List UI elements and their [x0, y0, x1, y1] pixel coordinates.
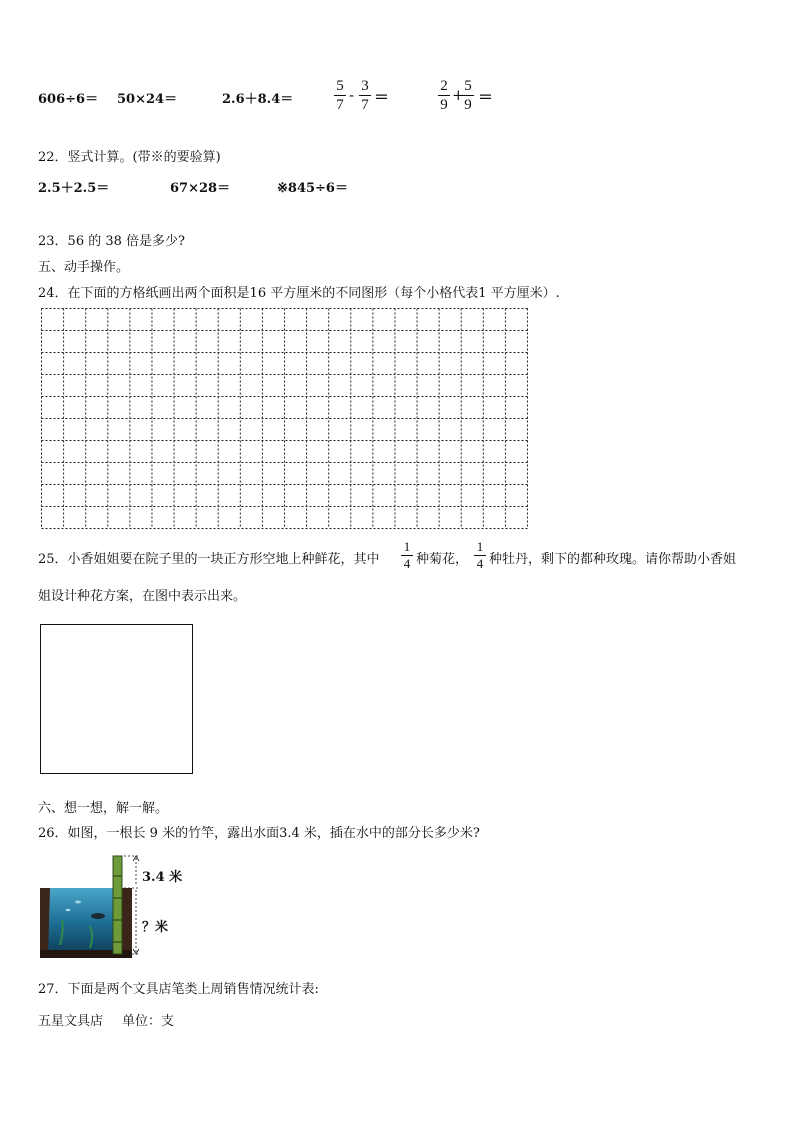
- question-25-text-a: 25．小香姐姐要在院子里的一块正方形空地上种鲜花，其中: [38, 552, 380, 567]
- calc-2-5-plus-2-5: 2.5＋2.5＝: [38, 181, 110, 196]
- question-25-text-b: 种菊花，: [416, 552, 469, 567]
- fraction-2-9: 2 9: [438, 78, 450, 113]
- fraction-1-4-b: 1 4: [474, 540, 486, 571]
- store-name: 五星文具店: [38, 1014, 104, 1029]
- fraction-5-9: 5 9: [462, 78, 474, 113]
- section-6-heading: 六、想一想，解一解。: [38, 801, 169, 816]
- question-25-text-line2: 姐设计种花方案，在图中表示出来。: [38, 589, 247, 604]
- question-23-title: 23．56 的 38 倍是多少?: [38, 234, 185, 249]
- section-5-heading: 五、动手操作。: [38, 260, 130, 275]
- fraction-1-4-a: 1 4: [401, 540, 413, 571]
- fraction-3-7: 3 7: [359, 78, 371, 113]
- equals-sign: ＝: [478, 88, 494, 106]
- calc-606-div-6: 606÷6＝: [38, 92, 99, 107]
- question-22-title: 22．竖式计算。(带※的要验算): [38, 150, 221, 165]
- label-in-water: ？米: [142, 920, 169, 935]
- label-above-water: 3.4 米: [142, 870, 183, 885]
- question-26-title: 26．如图，一根长 9 米的竹竿，露出水面3.4 米，插在水中的部分长多少米?: [38, 826, 480, 841]
- question-25-text-c: 种牡丹，剩下的都种玫瑰。请你帮助小香姐: [489, 552, 737, 567]
- fraction-5-7: 5 7: [334, 78, 346, 113]
- question-27-title: 27．下面是两个文具店笔类上周销售情况统计表:: [38, 982, 319, 997]
- unit-label: 单位：支: [122, 1014, 175, 1029]
- minus-sign: -: [349, 86, 355, 104]
- calc-67-times-28: 67×28＝: [170, 181, 231, 196]
- question-24-title: 24．在下面的方格纸画出两个面积是16 平方厘米的不同图形（每个小格代表1 平方厘米）.: [38, 286, 560, 301]
- square-grid-paper: [40, 307, 530, 531]
- calc-50-times-24: 50×24＝: [117, 92, 178, 107]
- equals-sign: ＝: [374, 88, 390, 106]
- calc-2-6-plus-8-4: 2.6＋8.4＝: [222, 92, 294, 107]
- plus-sign: +: [452, 86, 465, 104]
- square-garden-box: [40, 624, 193, 774]
- calc-845-div-6: ※845÷6＝: [277, 181, 348, 196]
